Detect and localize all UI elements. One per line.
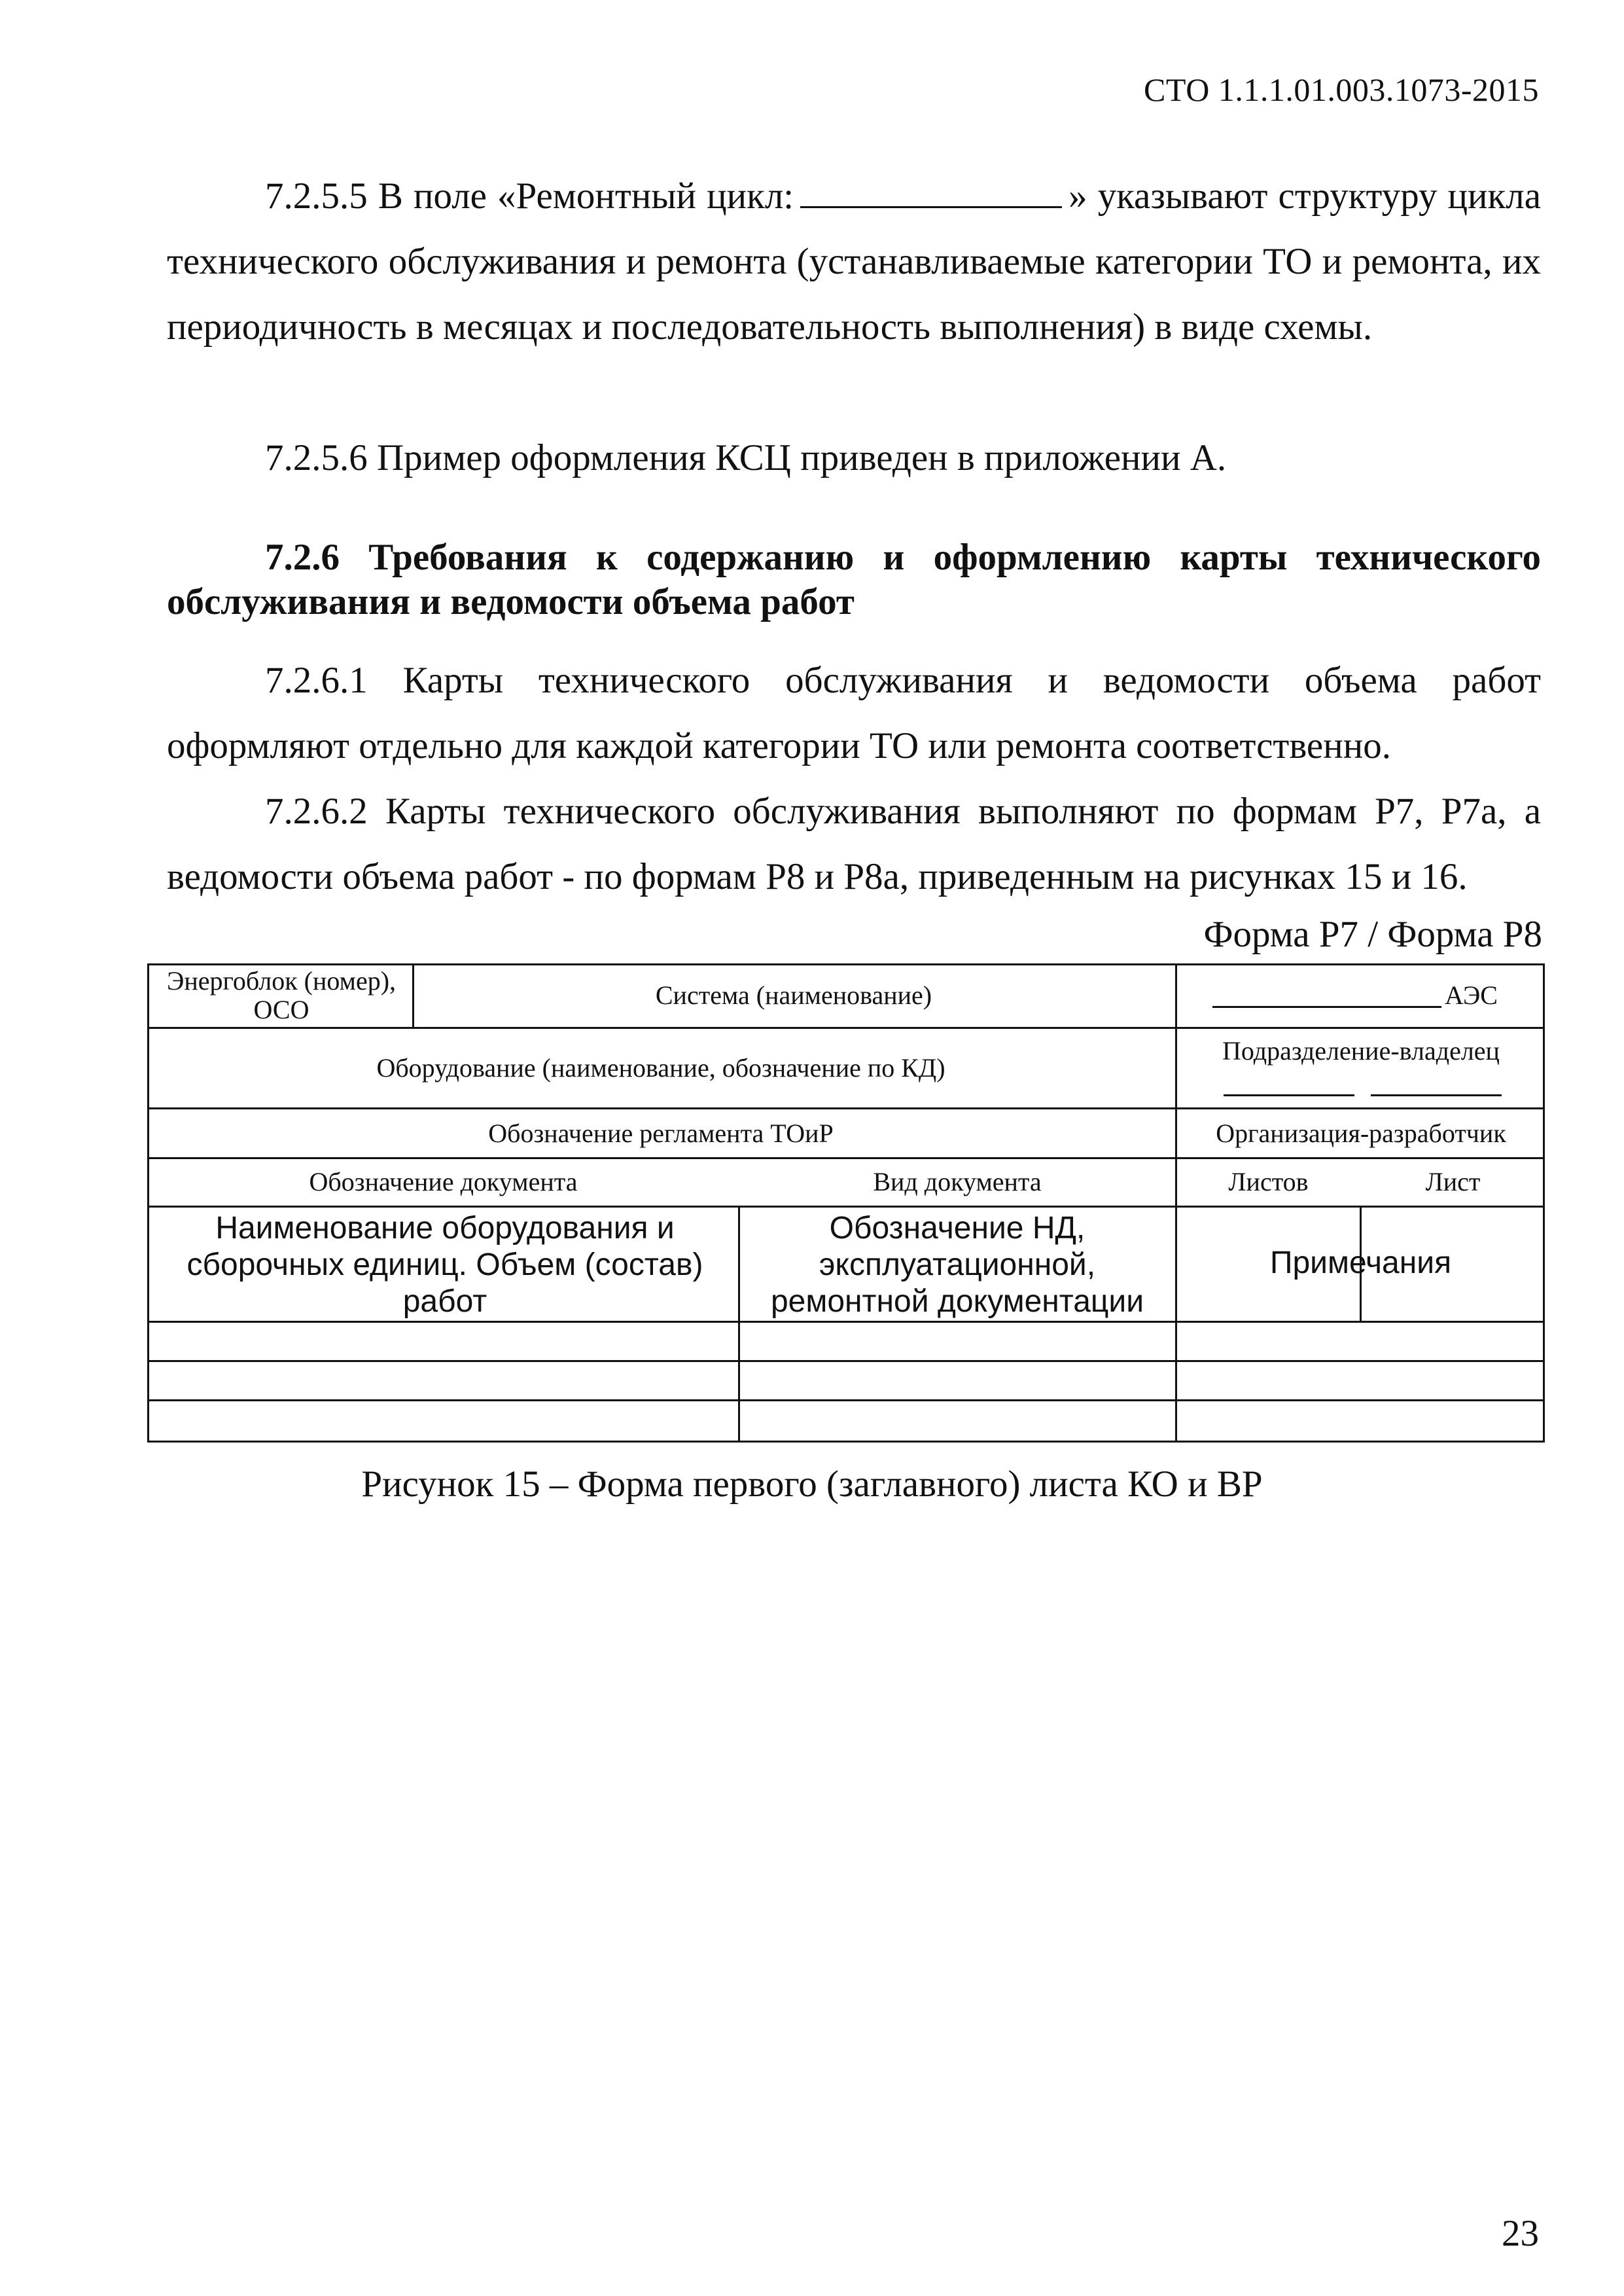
section-heading-7-2-6	[167, 535, 1541, 624]
cell-oboznachenie-doc: Обозначение документа	[309, 1167, 578, 1196]
paragraph-7-2-6-1-text: 7.2.6.1 Карты технического обслуживания и ведомости объема работ оформляют отдельно для каждой категории ТО или ремонта соответственно.	[167, 660, 1541, 766]
cell-podrazdelenie: Подразделение-владелец	[1222, 1036, 1500, 1066]
cell-oborudovanie: Оборудование (наименование, обозначение по КД)	[376, 1053, 945, 1083]
aes-blank-underline	[1212, 1006, 1441, 1008]
table-line-row6	[147, 1360, 1545, 1362]
table-divider-middle	[738, 1206, 740, 1443]
cell-vid-doc: Вид документа	[873, 1167, 1042, 1196]
table-line-row5	[147, 1321, 1545, 1323]
table-border-left	[147, 963, 149, 1443]
table-border-right	[1543, 963, 1545, 1443]
paragraph-7-2-5-6-text: 7.2.5.6 Пример оформления КСЦ приведен в приложении А.	[265, 437, 1227, 478]
podrazdelenie-blank-1	[1224, 1094, 1354, 1096]
paragraph-7-2-6-2-text: 7.2.6.2 Карты технического обслуживания выполняют по формам Р7, Р7а, а ведомости объема работ - по формам Р8 и Р8а, приведенным на рисунках 15 и 16.	[167, 791, 1541, 897]
form-label: Форма Р7 / Форма Р8	[1203, 914, 1542, 955]
aes-label: АЭС	[1445, 980, 1498, 1010]
paragraph-7-2-5-5	[167, 164, 1541, 360]
table-line-row4	[147, 1206, 1545, 1208]
paragraph-7-2-5-5-start: 7.2.5.5 В поле «Ремонтный цикл:	[265, 175, 794, 217]
blank-underline	[800, 175, 1062, 208]
cell-organizaciya: Организация-разработчик	[1216, 1119, 1506, 1148]
table-line-row1	[147, 1027, 1545, 1029]
table-line-row7	[147, 1399, 1545, 1401]
table-divider-energoblok	[412, 963, 414, 1027]
cell-sistema: Система (наименование)	[655, 980, 932, 1010]
paragraph-7-2-6-1	[167, 648, 1541, 779]
table-border-top	[147, 963, 1545, 965]
paragraph-7-2-5-6	[167, 425, 1541, 491]
section-heading-text: 7.2.6 Требования к содержанию и оформлению карты технического обслуживания и ведомости объема работ	[167, 537, 1541, 622]
cell-listov: Листов	[1228, 1167, 1309, 1196]
cell-column-naimenovanie: Наименование оборудования и сборочных единиц. Объем (состав) работ	[186, 1211, 703, 1319]
table-line-row2	[147, 1107, 1545, 1109]
podrazdelenie-blank-2	[1371, 1094, 1502, 1096]
table-border-bottom	[147, 1441, 1545, 1443]
paragraph-7-2-6-2	[167, 779, 1541, 910]
cell-aes	[1212, 981, 1536, 1013]
page-number: 23	[1502, 2213, 1539, 2254]
cell-list: Лист	[1425, 1167, 1481, 1196]
document-code: СТО 1.1.1.01.003.1073-2015	[1144, 71, 1539, 108]
form-table	[147, 963, 1545, 1443]
paragraph-7-2-5-5-rest: » указывают структуру цикла технического обслуживания и ремонта (устанавливаемые категории ТО и ремонта, их периодичность в месяцах и последовательность выполнения) в виде схемы.	[167, 175, 1541, 348]
figure-caption: Рисунок 15 – Форма первого (заглавного) листа КО и ВР	[361, 1463, 1263, 1505]
table-line-row3	[147, 1157, 1545, 1159]
cell-energoblok: Энергоблок (номер), ОСО	[166, 966, 397, 1024]
cell-reglament: Обозначение регламента ТОиР	[488, 1119, 834, 1148]
cell-column-oboznachenie-nd: Обозначение НД, эксплуатационной, ремонтной документации	[770, 1211, 1144, 1319]
cell-column-primechaniya: Примечания	[1269, 1246, 1452, 1280]
table-divider-right	[1175, 963, 1177, 1443]
